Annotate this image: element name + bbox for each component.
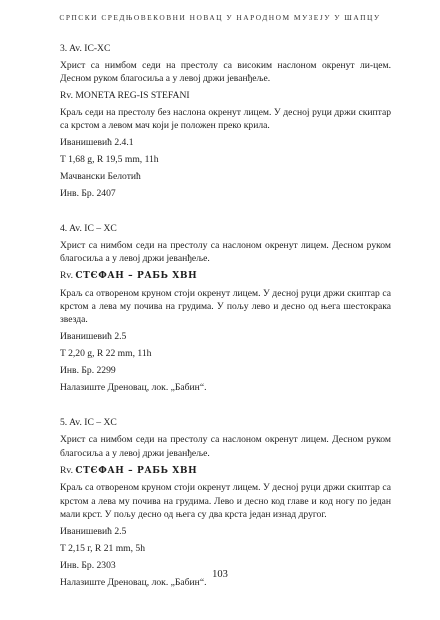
reverse-legend: СТЄФАН – РАБЬ ХВН bbox=[75, 465, 198, 476]
entry-obverse-heading: 4. Av. IC – XC bbox=[60, 223, 117, 235]
entry-reverse-heading bbox=[60, 464, 391, 478]
entry-obverse-description: Христ са нимбом седи на престолу са високим наслоном окренут ли-цем. Десном руком благосиља а у левој држи јеванђеље. bbox=[60, 59, 391, 85]
entry-reverse-heading bbox=[60, 89, 391, 102]
catalog-content bbox=[60, 42, 391, 593]
entry-reverse-description: Краљ са отвореном круном стоји окренут лицем. У десној руци држи скиптар са крстом а лева му почива на грудима. У пољу лево и десно од њега шестокрака звезда. bbox=[60, 288, 391, 326]
entry-obverse-heading: 5. Av. IC – XC bbox=[60, 417, 117, 429]
catalog-entry-4 bbox=[60, 222, 391, 394]
entry-measurements: T 2,20 g, R 22 mm, 11h bbox=[60, 348, 152, 360]
catalog-entry-5 bbox=[60, 416, 391, 588]
entry-provenance: Мачвански Белотић bbox=[60, 171, 141, 183]
entry-reference: Иванишевић 2.4.1 bbox=[60, 137, 134, 149]
entry-reverse-heading bbox=[60, 269, 391, 283]
entry-measurements: T 2,15 г, R 21 mm, 5h bbox=[60, 542, 146, 554]
reverse-legend: СТЄФАН – РАБЬ ХВН bbox=[75, 271, 198, 282]
reverse-prefix: Rv. bbox=[60, 90, 73, 102]
reverse-prefix: Rv. bbox=[60, 270, 73, 282]
running-head: СРПСКИ СРЕДЊОВЕКОВНИ НОВАЦ У НАРОДНОМ МУЗЕЈУ У ШАПЦУ bbox=[59, 13, 381, 22]
entry-inventory: Инв. Бр. 2303 bbox=[60, 559, 116, 571]
entry-reference: Иванишевић 2.5 bbox=[60, 331, 127, 343]
entry-findspot: Налазиште Дреновац, лок. „Бабин“. bbox=[60, 382, 207, 394]
reverse-legend: MONETA REG-IS STEFANI bbox=[75, 90, 190, 102]
entry-reverse-description: Краљ са отвореном круном стоји окренут лицем. У десној руци држи скиптар са крстом а лева му почива на грудима. Лево и десно код главе и код ногу по један мали крст. У пољу десно од њега су два крста један изнад другог. bbox=[60, 482, 391, 520]
entry-inventory: Инв. Бр. 2299 bbox=[60, 365, 116, 377]
entry-reverse-description: Краљ седи на престолу без наслона окренут лицем. У десној руци држи скиптар са крстом а левом мач који је положен преко крила. bbox=[60, 107, 391, 132]
entry-inventory: Инв. Бр. 2407 bbox=[60, 188, 116, 200]
catalog-entry-3 bbox=[60, 42, 391, 200]
page-number: 103 bbox=[212, 569, 228, 580]
entry-obverse-description: Христ са нимбом седи на престолу са наслоном окренут лицем. Десном руком благосиља а у левој држи јеванђеље. bbox=[60, 434, 391, 459]
entry-measurements: T 1,68 g, R 19,5 mm, 11h bbox=[60, 154, 159, 166]
entry-obverse-description: Христ са нимбом седи на престолу са наслоном окренут лицем. Десном руком благосиља а у левој држи јеванђеље. bbox=[60, 240, 391, 265]
entry-reference: Иванишевић 2.5 bbox=[60, 525, 127, 537]
reverse-prefix: Rv. bbox=[60, 464, 73, 476]
entry-findspot: Налазиште Дреновац, лок. „Бабин“. bbox=[60, 576, 207, 588]
entry-obverse-heading: 3. Av. IC-XC bbox=[60, 43, 111, 54]
